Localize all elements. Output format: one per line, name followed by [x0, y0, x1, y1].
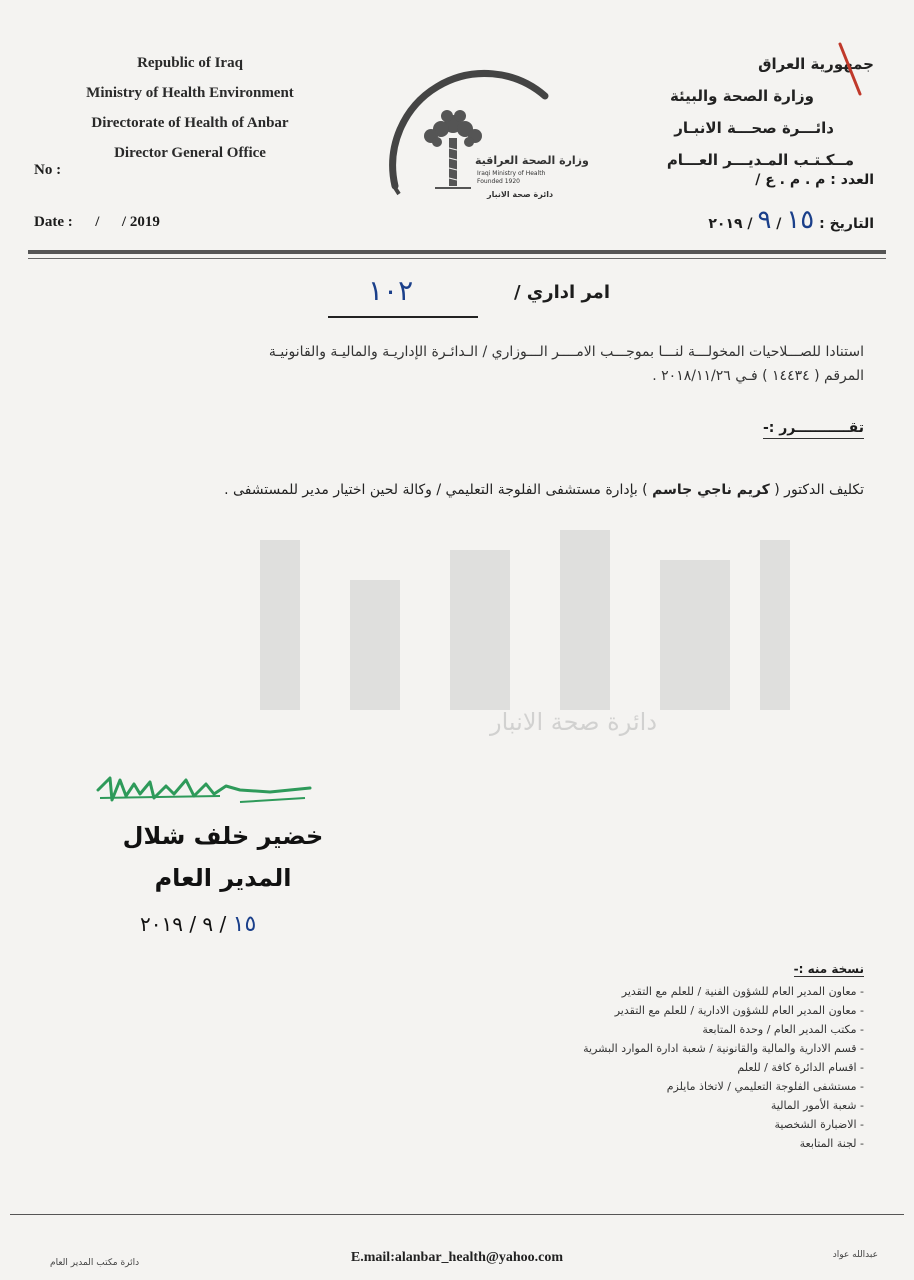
- footer-email: E.mail:alanbar_health@yahoo.com: [350, 1250, 564, 1265]
- header-en-line2: Ministry of Health Environment: [86, 85, 294, 101]
- body-paragraph-1-line-1: استنادا للصـــلاحيات المخولـــة لنـــا بموجـــب الامــــر الـــوزاري / الـدائـرة الإداريـة والماليـة والقانونيـة: [268, 344, 864, 360]
- logo-name-ar: وزارة الصحة العراقية: [475, 154, 589, 167]
- copy-list-title: نسخة منه :-: [793, 962, 864, 976]
- header-ar-line2: وزارة الصحة والبيئة: [669, 87, 814, 105]
- body-paragraph-decision: [224, 482, 864, 498]
- order-title: امر اداري /: [513, 282, 610, 303]
- copy-list-item: - لجنة المتابعة: [799, 1137, 864, 1150]
- date-ar-label: التاريخ :: [819, 216, 874, 232]
- footer-left-note: دائرة مكتب المدير العام: [50, 1258, 140, 1268]
- appointee-name: كريم ناجي جاسم: [652, 482, 770, 498]
- logo-sub-ar: دائرة صحة الانبار: [487, 190, 554, 199]
- header-en-line4: Director General Office: [114, 145, 266, 161]
- decision-text-pre: تكليف الدكتور (: [774, 482, 864, 498]
- number-label-ar: العدد : م . م . ع /: [755, 172, 874, 188]
- copy-list-item: - معاون المدير العام للشؤون الفنية / للعلم مع التقدير: [621, 985, 864, 998]
- copy-list-item: - شعبة الأمور المالية: [770, 1099, 864, 1112]
- header-english: [40, 48, 340, 168]
- date-label-en: Date : / / 2019: [34, 214, 160, 230]
- date-ar-day: ١٥: [786, 205, 815, 235]
- signature-date-rest: / ٩ / ٢٠١٩: [140, 912, 227, 936]
- body-paragraph-1-line-2: المرقم ( ١٤٤٣٤ ) فـي ٢٠١٨/١١/٢٦ .: [652, 368, 864, 384]
- copy-list: [583, 982, 864, 1153]
- header-ar-line1: جمهورية العراق: [758, 55, 874, 73]
- order-number-underline: [328, 316, 478, 318]
- copy-list-item: - اقسام الدائرة كافة / للعلم: [737, 1061, 864, 1074]
- copy-list-item: - مستشفى الفلوجة التعليمي / لاتخاذ مايلزم: [666, 1080, 864, 1093]
- logo-name-en: Iraqi Ministry of Health: [477, 170, 546, 177]
- red-pen-mark-icon: [836, 40, 866, 100]
- copy-list-item: - معاون المدير العام للشؤون الادارية / للعلم مع التقدير: [614, 1004, 864, 1017]
- footer-divider: [10, 1214, 904, 1215]
- signature-date: [140, 912, 256, 937]
- date-label-ar: التاريخ : ١٥ / ٩ / ٢٠١٩: [708, 205, 874, 235]
- number-label-en: No :: [34, 162, 62, 178]
- ministry-logo: [365, 66, 595, 226]
- copy-list-item: - مكتب المدير العام / وحدة المتابعة: [702, 1023, 864, 1036]
- footer-right-note: عبدالله عواد: [832, 1250, 878, 1260]
- signatory-name: خضير خلف شلال: [122, 822, 324, 850]
- header-ar-line4: مــكـتـب المـديـــر العـــام: [666, 151, 854, 169]
- signatory-title: المدير العام: [154, 864, 292, 892]
- order-number: ١٠٢: [368, 274, 414, 307]
- date-ar-year: ٢٠١٩: [708, 216, 743, 232]
- signature-image: [90, 760, 320, 820]
- signature-date-day: ١٥: [232, 912, 257, 937]
- decision-heading: تقـــــــــــرر :-: [763, 420, 864, 439]
- logo-founded: Founded 1920: [477, 178, 520, 185]
- copy-list-item: - قسم الادارية والمالية والقانونية / شعبة ادارة الموارد البشرية: [583, 1042, 864, 1055]
- palm-tree-icon: [365, 66, 595, 226]
- header-en-line1: Republic of Iraq: [137, 55, 243, 71]
- decision-text-post: ) بإدارة مستشفى الفلوجة التعليمي / وكالة لحين اختيار مدير للمستشفى .: [224, 482, 648, 498]
- header-divider-thin: [28, 258, 886, 259]
- header-arabic: [574, 48, 874, 176]
- header-ar-line3: دائـــرة صحـــة الانبـار: [674, 119, 834, 137]
- header-en-line3: Directorate of Health of Anbar: [91, 115, 289, 131]
- watermark-text: دائرة صحة الانبار: [490, 708, 658, 736]
- date-ar-month: ٩: [757, 205, 772, 235]
- copy-list-item: - الاضبارة الشخصية: [774, 1118, 864, 1131]
- header-divider-thick: [28, 250, 886, 254]
